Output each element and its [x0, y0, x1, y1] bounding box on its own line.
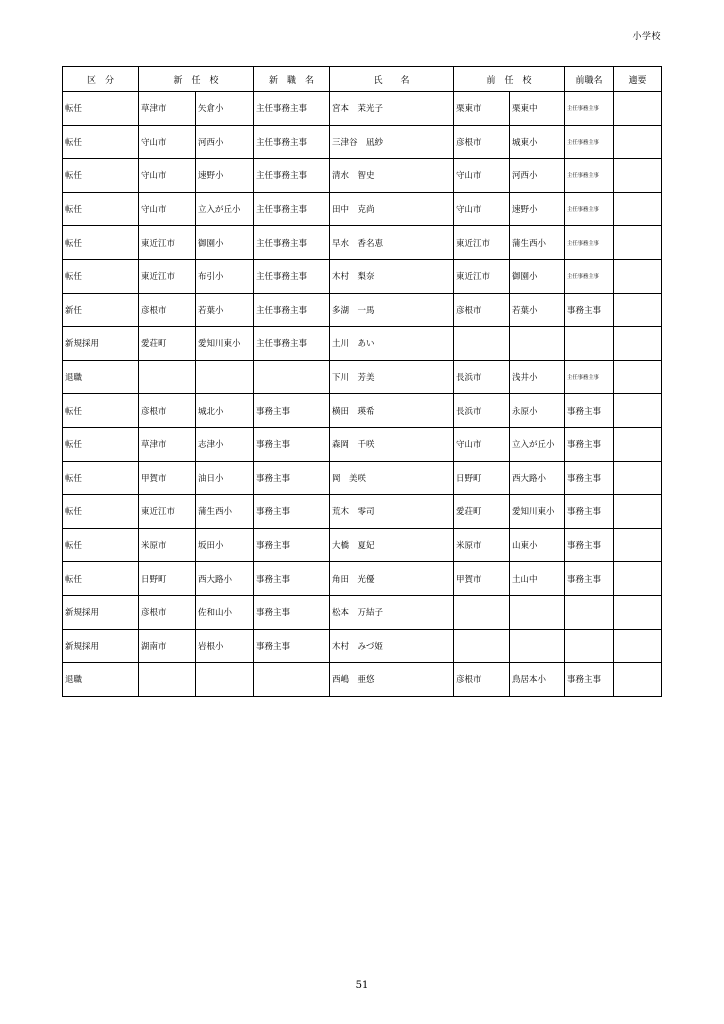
- cell-name: 横田 瑛希: [330, 394, 454, 428]
- cell-previous-city: 長浜市: [454, 360, 510, 394]
- cell-new-city: 彦根市: [139, 394, 196, 428]
- cell-previous-city: [454, 327, 510, 361]
- cell-name: 松本 万結子: [330, 595, 454, 629]
- cell-category: 転任: [63, 461, 139, 495]
- cell-name: 清水 智史: [330, 159, 454, 193]
- cell-name: 三津谷 凪紗: [330, 125, 454, 159]
- cell-previous-title: 主任事務主事: [565, 259, 614, 293]
- cell-remarks: [614, 360, 662, 394]
- cell-previous-title: 主任事務主事: [565, 360, 614, 394]
- cell-new-title: 事務主事: [254, 629, 330, 663]
- cell-name: 木村 みづ姫: [330, 629, 454, 663]
- cell-previous-title: 主任事務主事: [565, 226, 614, 260]
- header-name: 氏 名: [330, 67, 454, 92]
- cell-previous-city: 東近江市: [454, 259, 510, 293]
- cell-new-city: [139, 360, 196, 394]
- cell-previous-title: 事務主事: [565, 394, 614, 428]
- cell-previous-title: 事務主事: [565, 495, 614, 529]
- cell-previous-city: 守山市: [454, 159, 510, 193]
- cell-new-city: 守山市: [139, 159, 196, 193]
- table-row: [63, 663, 662, 697]
- cell-previous-title: 事務主事: [565, 427, 614, 461]
- cell-previous-school: 西大路小: [510, 461, 565, 495]
- cell-previous-city: 長浜市: [454, 394, 510, 428]
- table-row: [63, 427, 662, 461]
- cell-new-school: 油日小: [196, 461, 254, 495]
- cell-remarks: [614, 226, 662, 260]
- cell-previous-school: [510, 327, 565, 361]
- cell-previous-school: [510, 629, 565, 663]
- table-row: [63, 461, 662, 495]
- cell-previous-school: 若葉小: [510, 293, 565, 327]
- table-body: [63, 92, 662, 697]
- cell-remarks: [614, 192, 662, 226]
- cell-new-school: 河西小: [196, 125, 254, 159]
- cell-name: 森岡 千咲: [330, 427, 454, 461]
- cell-previous-school: 蒲生西小: [510, 226, 565, 260]
- cell-previous-city: [454, 595, 510, 629]
- header-remarks: 適要: [614, 67, 662, 92]
- cell-category: 新任: [63, 293, 139, 327]
- cell-new-city: [139, 663, 196, 697]
- cell-new-city: 草津市: [139, 427, 196, 461]
- cell-new-title: 主任事務主事: [254, 125, 330, 159]
- cell-name: 岡 美咲: [330, 461, 454, 495]
- table-row: [63, 394, 662, 428]
- cell-remarks: [614, 125, 662, 159]
- cell-category: 転任: [63, 226, 139, 260]
- cell-previous-city: 甲賀市: [454, 562, 510, 596]
- cell-new-school: 速野小: [196, 159, 254, 193]
- cell-previous-school: 山東小: [510, 528, 565, 562]
- table-row: [63, 629, 662, 663]
- cell-new-title: 主任事務主事: [254, 159, 330, 193]
- cell-new-school: 岩根小: [196, 629, 254, 663]
- cell-remarks: [614, 495, 662, 529]
- cell-previous-school: [510, 595, 565, 629]
- cell-new-title: 主任事務主事: [254, 192, 330, 226]
- cell-previous-school: 速野小: [510, 192, 565, 226]
- table-row: [63, 192, 662, 226]
- cell-new-school: 坂田小: [196, 528, 254, 562]
- cell-new-school: 蒲生西小: [196, 495, 254, 529]
- header-new-school: 新 任 校: [139, 67, 254, 92]
- header-kubun: 区 分: [63, 67, 139, 92]
- cell-category: 転任: [63, 427, 139, 461]
- cell-name: 荒木 零司: [330, 495, 454, 529]
- cell-remarks: [614, 394, 662, 428]
- cell-previous-title: 主任事務主事: [565, 192, 614, 226]
- page-number: 51: [355, 980, 369, 991]
- cell-new-city: 草津市: [139, 92, 196, 126]
- table-row: [63, 159, 662, 193]
- table-row: [63, 125, 662, 159]
- cell-new-city: 甲賀市: [139, 461, 196, 495]
- cell-new-city: 米原市: [139, 528, 196, 562]
- cell-name: 多湖 一馬: [330, 293, 454, 327]
- cell-new-title: 主任事務主事: [254, 327, 330, 361]
- cell-new-title: 事務主事: [254, 595, 330, 629]
- cell-name: 土川 あい: [330, 327, 454, 361]
- cell-new-school: 矢倉小: [196, 92, 254, 126]
- cell-category: 転任: [63, 125, 139, 159]
- cell-remarks: [614, 629, 662, 663]
- cell-new-title: 事務主事: [254, 461, 330, 495]
- cell-remarks: [614, 562, 662, 596]
- cell-remarks: [614, 293, 662, 327]
- cell-category: 転任: [63, 92, 139, 126]
- cell-category: 転任: [63, 394, 139, 428]
- cell-new-title: 主任事務主事: [254, 226, 330, 260]
- cell-category: 転任: [63, 159, 139, 193]
- personnel-table: [62, 66, 662, 697]
- cell-previous-title: [565, 595, 614, 629]
- cell-new-school: 愛知川東小: [196, 327, 254, 361]
- cell-remarks: [614, 259, 662, 293]
- cell-remarks: [614, 92, 662, 126]
- table-row: [63, 595, 662, 629]
- cell-previous-city: [454, 629, 510, 663]
- cell-new-title: 事務主事: [254, 528, 330, 562]
- cell-new-title: 事務主事: [254, 394, 330, 428]
- cell-previous-school: 河西小: [510, 159, 565, 193]
- cell-new-city: 彦根市: [139, 595, 196, 629]
- cell-remarks: [614, 595, 662, 629]
- table-row: [63, 226, 662, 260]
- cell-new-school: 布引小: [196, 259, 254, 293]
- cell-name: 下川 芳美: [330, 360, 454, 394]
- cell-new-title: 事務主事: [254, 427, 330, 461]
- cell-name: 大橋 夏妃: [330, 528, 454, 562]
- cell-name: 田中 克尚: [330, 192, 454, 226]
- cell-previous-title: 事務主事: [565, 663, 614, 697]
- cell-previous-title: 事務主事: [565, 562, 614, 596]
- cell-new-city: 東近江市: [139, 495, 196, 529]
- table-header-row: [63, 67, 662, 92]
- cell-remarks: [614, 159, 662, 193]
- cell-previous-city: 彦根市: [454, 663, 510, 697]
- cell-previous-school: 浅井小: [510, 360, 565, 394]
- cell-new-city: 守山市: [139, 192, 196, 226]
- table-row: [63, 92, 662, 126]
- cell-new-city: 東近江市: [139, 259, 196, 293]
- cell-previous-title: 事務主事: [565, 528, 614, 562]
- cell-new-school: 西大路小: [196, 562, 254, 596]
- cell-previous-school: 永原小: [510, 394, 565, 428]
- cell-category: 転任: [63, 259, 139, 293]
- cell-previous-title: 事務主事: [565, 293, 614, 327]
- cell-previous-title: [565, 327, 614, 361]
- cell-category: 転任: [63, 495, 139, 529]
- table-row: [63, 528, 662, 562]
- cell-new-city: 彦根市: [139, 293, 196, 327]
- cell-category: 退職: [63, 663, 139, 697]
- cell-previous-school: 栗東中: [510, 92, 565, 126]
- cell-new-title: [254, 663, 330, 697]
- table-row: [63, 360, 662, 394]
- cell-category: 転任: [63, 562, 139, 596]
- table-row: [63, 327, 662, 361]
- cell-category: 新規採用: [63, 327, 139, 361]
- cell-name: 早水 香名恵: [330, 226, 454, 260]
- cell-previous-title: 主任事務主事: [565, 159, 614, 193]
- cell-new-school: [196, 663, 254, 697]
- header-previous-title: 前職名: [565, 67, 614, 92]
- cell-previous-city: 米原市: [454, 528, 510, 562]
- cell-new-school: 立入が丘小: [196, 192, 254, 226]
- cell-new-city: 湖南市: [139, 629, 196, 663]
- cell-previous-city: 彦根市: [454, 125, 510, 159]
- cell-remarks: [614, 528, 662, 562]
- cell-new-city: 守山市: [139, 125, 196, 159]
- table-row: [63, 562, 662, 596]
- cell-new-title: 事務主事: [254, 495, 330, 529]
- cell-previous-school: 立入が丘小: [510, 427, 565, 461]
- cell-previous-school: 鳥居本小: [510, 663, 565, 697]
- cell-new-title: 事務主事: [254, 562, 330, 596]
- header-previous-school: 前 任 校: [454, 67, 565, 92]
- cell-remarks: [614, 427, 662, 461]
- cell-remarks: [614, 327, 662, 361]
- cell-name: 木村 梨奈: [330, 259, 454, 293]
- cell-new-school: 佐和山小: [196, 595, 254, 629]
- cell-previous-city: 東近江市: [454, 226, 510, 260]
- cell-previous-school: 御園小: [510, 259, 565, 293]
- cell-remarks: [614, 663, 662, 697]
- cell-previous-city: 愛荘町: [454, 495, 510, 529]
- cell-new-school: 若葉小: [196, 293, 254, 327]
- table-row: [63, 259, 662, 293]
- cell-previous-city: 守山市: [454, 427, 510, 461]
- cell-category: 新規採用: [63, 629, 139, 663]
- cell-previous-title: 事務主事: [565, 461, 614, 495]
- table-row: [63, 495, 662, 529]
- school-category-label: 小学校: [632, 32, 661, 42]
- cell-category: 新規採用: [63, 595, 139, 629]
- cell-previous-city: 日野町: [454, 461, 510, 495]
- cell-previous-city: 守山市: [454, 192, 510, 226]
- cell-new-title: 主任事務主事: [254, 92, 330, 126]
- cell-new-city: 東近江市: [139, 226, 196, 260]
- cell-category: 退職: [63, 360, 139, 394]
- cell-previous-school: 愛知川東小: [510, 495, 565, 529]
- cell-previous-title: [565, 629, 614, 663]
- cell-category: 転任: [63, 192, 139, 226]
- cell-new-school: 志津小: [196, 427, 254, 461]
- cell-new-school: 城北小: [196, 394, 254, 428]
- cell-new-school: [196, 360, 254, 394]
- cell-previous-city: 彦根市: [454, 293, 510, 327]
- cell-previous-school: 土山中: [510, 562, 565, 596]
- cell-previous-title: 主任事務主事: [565, 125, 614, 159]
- cell-category: 転任: [63, 528, 139, 562]
- table-row: [63, 293, 662, 327]
- cell-previous-school: 城東小: [510, 125, 565, 159]
- cell-name: 宮本 茉光子: [330, 92, 454, 126]
- cell-new-title: 主任事務主事: [254, 293, 330, 327]
- cell-name: 角田 光優: [330, 562, 454, 596]
- cell-name: 西嶋 亜悠: [330, 663, 454, 697]
- cell-new-title: [254, 360, 330, 394]
- cell-previous-city: 栗東市: [454, 92, 510, 126]
- cell-new-school: 御園小: [196, 226, 254, 260]
- cell-new-title: 主任事務主事: [254, 259, 330, 293]
- cell-new-city: 愛荘町: [139, 327, 196, 361]
- cell-new-city: 日野町: [139, 562, 196, 596]
- cell-previous-title: 主任事務主事: [565, 92, 614, 126]
- cell-remarks: [614, 461, 662, 495]
- header-new-title: 新 職 名: [254, 67, 330, 92]
